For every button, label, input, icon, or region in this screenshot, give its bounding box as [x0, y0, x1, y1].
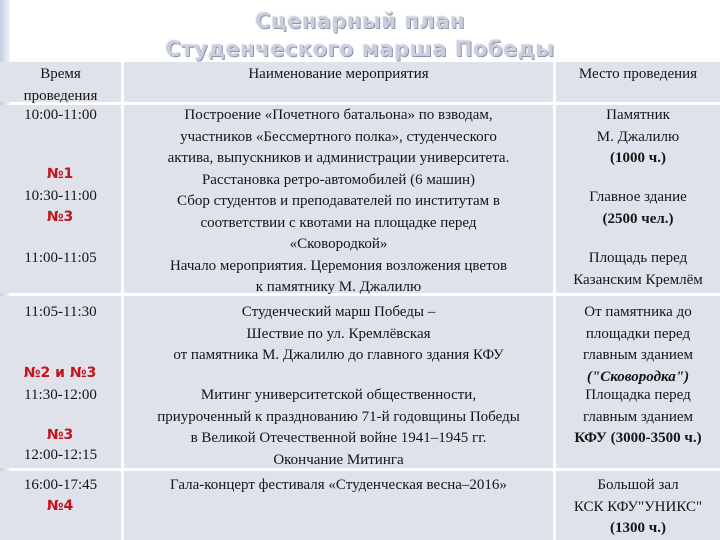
- s1-event-text: Построение «Почетного батальона» по взводам, участников «Бессмертного полка», студенческого актива, выпускников и администрации университета. Расстановка ретро-автомобилей (6 машин) Сбор студентов и преподавателей по институтам в соответствии с квотами на площадке перед «Сковородкой» Начало мероприятия. Церемония возложения цветов к памятнику М. Джалилю: [167, 107, 510, 295]
- s1-place-1: Памятник М. Джалилю (1000 ч.): [596, 107, 680, 166]
- s2-event-text-1: Студенческий марш Победы – Шествие по ул. Кремлёвская от памятника М. Джалилю до главного здания КФУ: [173, 304, 504, 363]
- s1-time-1: 10:00-11:00: [24, 107, 97, 123]
- header-event: Наименование мероприятия: [248, 66, 429, 82]
- s1-place-3: Площадь перед Казанским Кремлём: [573, 250, 703, 288]
- s2-time-1: 11:05-11:30: [24, 304, 97, 320]
- s3-place: Большой зал КСК КФУ"УНИКС" (1300 ч.): [573, 477, 703, 536]
- s2-number-1: №2 и №3: [23, 365, 97, 381]
- s2-number-2: №3: [46, 427, 74, 443]
- s1-time-2: 10:30-11:00: [24, 188, 97, 204]
- s1-number-2: №3: [46, 209, 74, 225]
- s2-time-3: 12:00-12:15: [23, 447, 98, 463]
- s3-event-text: Гала-концерт фестиваля «Студенческая весна–2016»: [170, 477, 507, 493]
- page-title: Сценарный план: [254, 9, 466, 33]
- s2-place-2: Площадка перед главным зданием КФУ (3000-3500 ч.): [574, 387, 702, 446]
- s2-time-2: 11:30-12:00: [24, 387, 97, 403]
- header-place: Место проведения: [578, 66, 698, 82]
- s1-number-1: №1: [46, 166, 74, 182]
- s2-place-1: От памятника до площадки перед главным зданием ("Сковородка"): [582, 304, 694, 385]
- page-subtitle: Студенческого марша Победы: [165, 37, 555, 61]
- s1-time-3: 11:00-11:05: [24, 250, 97, 266]
- s3-time: 16:00-17:45: [23, 477, 98, 493]
- s1-place-2: Главное здание (2500 чел.): [589, 189, 687, 227]
- header-time: Время проведения: [23, 66, 98, 104]
- s3-number: №4: [46, 498, 74, 514]
- s2-event-text-2: Митинг университетской общественности, приуроченный к празднованию 71-й годовщины Победы в Великой Отечественной войне 1941–1945 гг. Окончание Митинга: [157, 387, 520, 468]
